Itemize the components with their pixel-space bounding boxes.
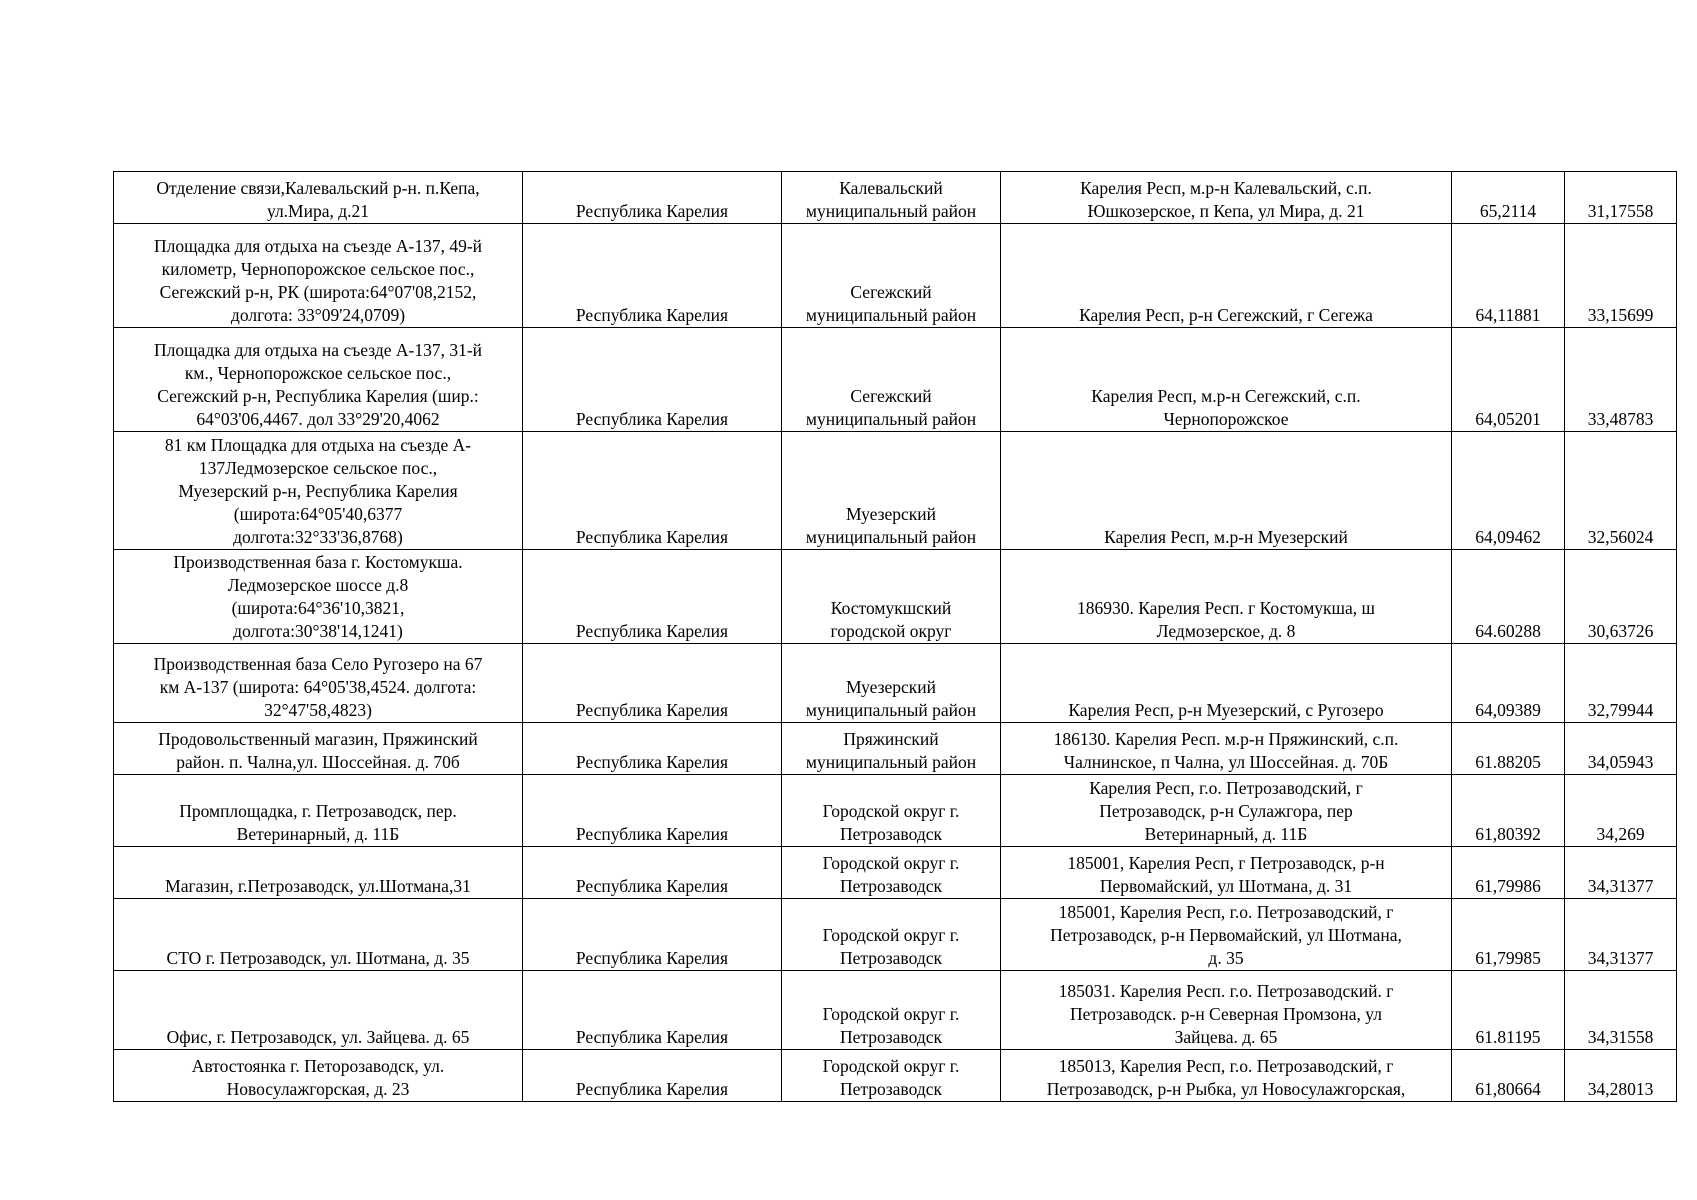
location-name-cell <box>114 971 523 1050</box>
location-name-line: долгота: 33°09'24,0709) <box>230 305 406 325</box>
region-cell <box>523 847 782 899</box>
municipality-line: муниципальный район <box>805 201 977 221</box>
municipality-line: Городской округ г. <box>822 1004 960 1024</box>
location-name-line: (широта:64°05'40,6377 <box>233 504 403 524</box>
address-line: Карелия Респ, м.р-н Сегежский, с.п. <box>1091 386 1361 406</box>
region-cell <box>523 172 782 224</box>
location-name-line: Площадка для отдыха на съезде А-137, 31-й <box>153 340 483 360</box>
region-cell <box>523 723 782 775</box>
region-cell <box>523 1050 782 1102</box>
location-name-line: километр, Чернопорожское сельское пос., <box>161 259 475 279</box>
location-name-line: Офис, г. Петрозаводск, ул. Зайцева. д. 65 <box>166 1027 470 1047</box>
municipality-cell <box>782 328 1001 432</box>
latitude-cell: 61,80392 <box>1452 775 1565 847</box>
address-line: 186130. Карелия Респ. м.р-н Пряжинский, с.п. <box>1053 729 1399 749</box>
region-line: Республика Карелия <box>575 201 729 221</box>
longitude-cell: 34,269 <box>1565 775 1677 847</box>
address-line: Карелия Респ, г.о. Петрозаводский, г <box>1089 778 1363 798</box>
region-line: Республика Карелия <box>575 409 729 429</box>
table-row <box>114 432 1677 550</box>
location-name-line: Ледмозерское шоссе д.8 <box>227 575 409 595</box>
longitude-cell: 32,79944 <box>1565 644 1677 723</box>
location-name-line: Производственная база г. Костомукша. <box>173 552 463 572</box>
address-line: 185013, Карелия Респ, г.о. Петрозаводский, г <box>1058 1056 1394 1076</box>
municipality-line: Муезерский <box>845 677 937 697</box>
table-row <box>114 971 1677 1050</box>
location-name-line: 64°03'06,4467. дол 33°29'20,4062 <box>196 409 440 429</box>
location-name-line: Продовольственный магазин, Пряжинский <box>158 729 478 749</box>
address-line: 185001, Карелия Респ, г Петрозаводск, р-н <box>1067 853 1385 873</box>
location-name-cell <box>114 847 523 899</box>
table-row <box>114 172 1677 224</box>
table-row <box>114 775 1677 847</box>
location-name-line: ул.Мира, д.21 <box>266 201 370 221</box>
address-line: Петрозаводск, р-н Первомайский, ул Шотмана, <box>1050 925 1402 945</box>
municipality-cell <box>782 847 1001 899</box>
municipality-cell <box>782 644 1001 723</box>
location-name-line: долгота:30°38'14,1241) <box>233 621 403 641</box>
location-name-line: Отделение связи,Калевальский р-н. п.Кепа, <box>156 178 480 198</box>
address-cell <box>1001 432 1452 550</box>
location-name-line: (широта:64°36'10,3821, <box>231 598 405 618</box>
table-row <box>114 899 1677 971</box>
municipality-line: Городской округ г. <box>822 1056 960 1076</box>
table-row <box>114 723 1677 775</box>
latitude-cell: 65,2114 <box>1452 172 1565 224</box>
municipality-line: Городской округ г. <box>822 925 960 945</box>
address-cell <box>1001 172 1452 224</box>
location-name-line: Муезерский р-н, Республика Карелия <box>178 481 458 501</box>
municipality-cell <box>782 172 1001 224</box>
table-row <box>114 644 1677 723</box>
region-line: Республика Карелия <box>575 1079 729 1099</box>
region-line: Республика Карелия <box>575 305 729 325</box>
municipality-line: Муезерский <box>845 504 937 524</box>
latitude-cell: 64,09462 <box>1452 432 1565 550</box>
address-cell <box>1001 775 1452 847</box>
address-cell <box>1001 224 1452 328</box>
longitude-cell: 33,15699 <box>1565 224 1677 328</box>
region-cell <box>523 899 782 971</box>
location-name-cell <box>114 775 523 847</box>
address-line: Зайцева. д. 65 <box>1174 1027 1278 1047</box>
location-name-cell <box>114 723 523 775</box>
municipality-line: муниципальный район <box>805 305 977 325</box>
municipality-line: муниципальный район <box>805 752 977 772</box>
location-name-line: 32°47'58,4823) <box>264 700 372 720</box>
latitude-cell: 64,05201 <box>1452 328 1565 432</box>
document-page <box>113 171 1676 1102</box>
region-cell <box>523 971 782 1050</box>
address-line: Карелия Респ, р-н Муезерский, с Ругозеро <box>1068 700 1384 720</box>
location-name-cell <box>114 899 523 971</box>
region-cell <box>523 224 782 328</box>
latitude-cell: 64,11881 <box>1452 224 1565 328</box>
location-name-line: Новосулажгорская, д. 23 <box>226 1079 410 1099</box>
region-line: Республика Карелия <box>575 700 729 720</box>
location-name-line: Производственная база Село Ругозеро на 67 <box>153 654 483 674</box>
longitude-cell: 33,48783 <box>1565 328 1677 432</box>
municipality-line: Петрозаводск <box>839 948 942 968</box>
region-cell <box>523 644 782 723</box>
location-name-line: Сегежский р-н, РК (широта:64°07'08,2152, <box>159 282 477 302</box>
latitude-cell: 61,79986 <box>1452 847 1565 899</box>
location-name-line: Ветеринарный, д. 11Б <box>236 824 400 844</box>
region-line: Республика Карелия <box>575 824 729 844</box>
municipality-cell <box>782 550 1001 644</box>
municipality-line: муниципальный район <box>805 527 977 547</box>
longitude-cell: 34,05943 <box>1565 723 1677 775</box>
address-line: Петрозаводск. р-н Северная Промзона, ул <box>1069 1004 1382 1024</box>
municipality-cell <box>782 971 1001 1050</box>
longitude-cell: 30,63726 <box>1565 550 1677 644</box>
address-line: Карелия Респ, м.р-н Муезерский <box>1104 527 1348 547</box>
municipality-line: городской округ <box>830 621 952 641</box>
address-line: Карелия Респ, м.р-н Калевальский, с.п. <box>1080 178 1372 198</box>
municipality-cell <box>782 775 1001 847</box>
location-name-line: СТО г. Петрозаводск, ул. Шотмана, д. 35 <box>166 948 470 968</box>
region-line: Республика Карелия <box>575 948 729 968</box>
latitude-cell: 61.88205 <box>1452 723 1565 775</box>
address-cell <box>1001 644 1452 723</box>
region-line: Республика Карелия <box>575 876 729 896</box>
location-name-line: Автостоянка г. Петорозаводск, ул. <box>191 1056 445 1076</box>
longitude-cell: 32,56024 <box>1565 432 1677 550</box>
locations-table <box>113 171 1677 1102</box>
location-name-cell <box>114 1050 523 1102</box>
location-name-cell <box>114 172 523 224</box>
municipality-line: Петрозаводск <box>839 876 942 896</box>
address-cell <box>1001 971 1452 1050</box>
municipality-cell <box>782 899 1001 971</box>
location-name-line: Сегежский р-н, Республика Карелия (шир.: <box>157 386 479 406</box>
location-name-cell <box>114 432 523 550</box>
address-line: 185001, Карелия Респ, г.о. Петрозаводский, г <box>1058 902 1394 922</box>
location-name-line: км., Чернопорожское сельское пос., <box>184 363 452 383</box>
address-cell <box>1001 847 1452 899</box>
municipality-line: Петрозаводск <box>839 1079 942 1099</box>
municipality-line: Петрозаводск <box>839 824 942 844</box>
table-row <box>114 328 1677 432</box>
longitude-cell: 34,31377 <box>1565 847 1677 899</box>
municipality-line: Петрозаводск <box>839 1027 942 1047</box>
region-cell <box>523 550 782 644</box>
location-name-cell <box>114 328 523 432</box>
address-cell <box>1001 328 1452 432</box>
municipality-line: Сегежский <box>850 282 932 302</box>
latitude-cell: 64.60288 <box>1452 550 1565 644</box>
latitude-cell: 61,80664 <box>1452 1050 1565 1102</box>
location-name-line: Промплощадка, г. Петрозаводск, пер. <box>179 801 457 821</box>
municipality-cell <box>782 1050 1001 1102</box>
longitude-cell: 31,17558 <box>1565 172 1677 224</box>
region-line: Республика Карелия <box>575 1027 729 1047</box>
location-name-line: 81 км Площадка для отдыха на съезде А- <box>164 435 472 455</box>
address-line: Карелия Респ, р-н Сегежский, г Сегежа <box>1079 305 1373 325</box>
municipality-line: муниципальный район <box>805 409 977 429</box>
latitude-cell: 61,79985 <box>1452 899 1565 971</box>
address-cell <box>1001 550 1452 644</box>
longitude-cell: 34,31558 <box>1565 971 1677 1050</box>
address-line: Юшкозерское, п Кепа, ул Мира, д. 21 <box>1087 201 1365 221</box>
address-line: Ветеринарный, д. 11Б <box>1144 824 1308 844</box>
municipality-line: Пряжинский <box>843 729 939 749</box>
address-line: Чернопорожское <box>1163 409 1289 429</box>
municipality-cell <box>782 224 1001 328</box>
table-row <box>114 1050 1677 1102</box>
table-row <box>114 847 1677 899</box>
region-cell <box>523 432 782 550</box>
address-cell <box>1001 899 1452 971</box>
address-line: 185031. Карелия Респ. г.о. Петрозаводский. г <box>1058 981 1394 1001</box>
region-line: Республика Карелия <box>575 621 729 641</box>
municipality-line: Сегежский <box>850 386 932 406</box>
location-name-line: 137Ледмозерское сельское пос., <box>198 458 438 478</box>
location-name-cell <box>114 224 523 328</box>
location-name-line: км А-137 (широта: 64°05'38,4524. долгота: <box>159 677 477 697</box>
location-name-cell <box>114 644 523 723</box>
address-line: Первомайский, ул Шотмана, д. 31 <box>1099 876 1353 896</box>
municipality-cell <box>782 432 1001 550</box>
address-line: 186930. Карелия Респ. г Костомукша, ш <box>1076 598 1376 618</box>
region-cell <box>523 775 782 847</box>
location-name-cell <box>114 550 523 644</box>
location-name-line: район. п. Чална,ул. Шоссейная. д. 70б <box>176 752 460 772</box>
municipality-line: Калевальский <box>839 178 943 198</box>
table-body <box>114 172 1677 1102</box>
municipality-cell <box>782 723 1001 775</box>
region-line: Республика Карелия <box>575 527 729 547</box>
address-line: Петрозаводск, р-н Сулажгора, пер <box>1099 801 1353 821</box>
longitude-cell: 34,28013 <box>1565 1050 1677 1102</box>
address-line: д. 35 <box>1208 948 1244 968</box>
municipality-line: Городской округ г. <box>822 801 960 821</box>
region-line: Республика Карелия <box>575 752 729 772</box>
table-row <box>114 550 1677 644</box>
location-name-line: долгота:32°33'36,8768) <box>233 527 403 547</box>
municipality-line: Городской округ г. <box>822 853 960 873</box>
address-cell <box>1001 723 1452 775</box>
location-name-line: Магазин, г.Петрозаводск, ул.Шотмана,31 <box>165 876 471 896</box>
table-row <box>114 224 1677 328</box>
address-cell <box>1001 1050 1452 1102</box>
region-cell <box>523 328 782 432</box>
latitude-cell: 61.81195 <box>1452 971 1565 1050</box>
municipality-line: муниципальный район <box>805 700 977 720</box>
address-line: Ледмозерское, д. 8 <box>1156 621 1296 641</box>
location-name-line: Площадка для отдыха на съезде А-137, 49-й <box>153 236 483 256</box>
address-line: Чалнинское, п Чална, ул Шоссейная. д. 70Б <box>1063 752 1389 772</box>
longitude-cell: 34,31377 <box>1565 899 1677 971</box>
latitude-cell: 64,09389 <box>1452 644 1565 723</box>
address-line: Петрозаводск, р-н Рыбка, ул Новосулажгорская, <box>1046 1079 1406 1099</box>
municipality-line: Костомукшский <box>830 598 952 618</box>
